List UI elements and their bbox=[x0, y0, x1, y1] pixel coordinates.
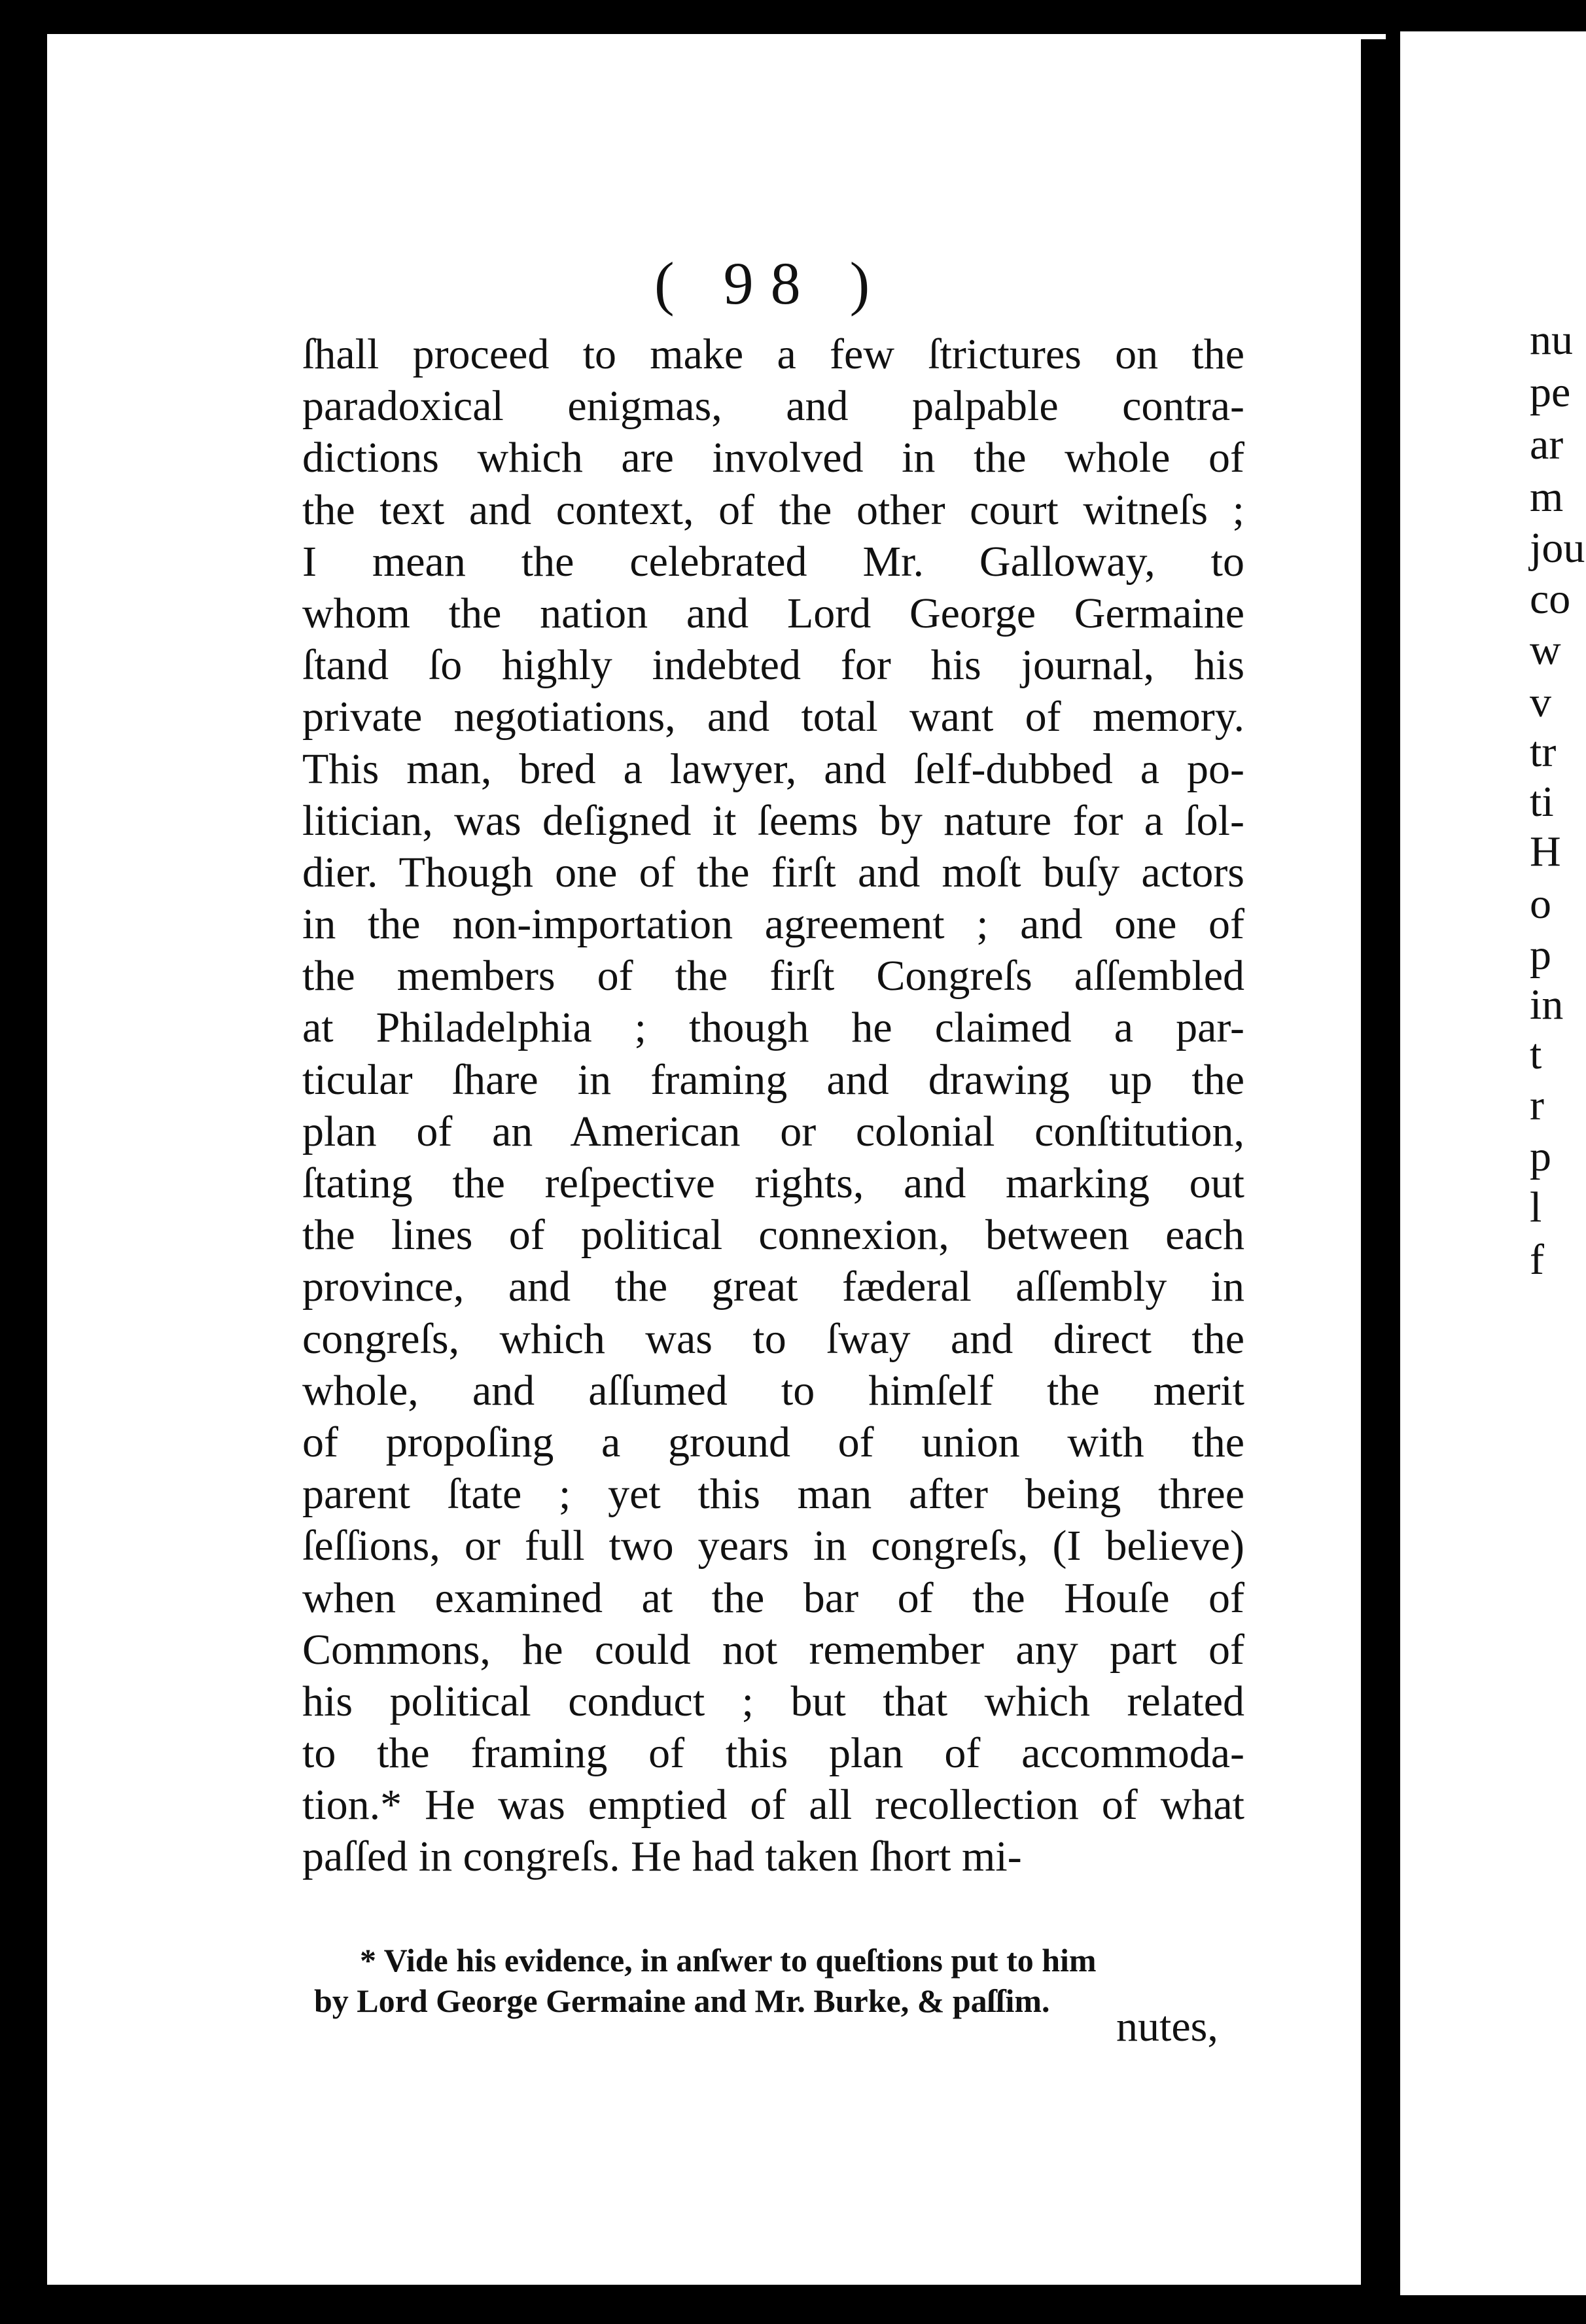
footnote-line: by Lord George Germaine and Mr. Burke, & paſſim. bbox=[314, 1982, 1050, 2019]
text-line: province, and the great fæderal aſſembly in bbox=[302, 1263, 1244, 1311]
facing-page-fragment-line: r bbox=[1530, 1082, 1544, 1129]
facing-page-fragment-line: ar bbox=[1530, 421, 1564, 468]
text-line: parent ſtate ; yet this man after being three bbox=[302, 1470, 1244, 1519]
facing-page-fragment-line: pe bbox=[1530, 368, 1571, 416]
body-text bbox=[302, 328, 1244, 1883]
footnote-line: * Vide his evidence, in anſwer to queſtions put to him bbox=[360, 1942, 1097, 1979]
facing-page-fragment-line: nu bbox=[1530, 316, 1573, 364]
facing-page-fragment-line: o bbox=[1530, 880, 1551, 928]
text-line: paſſed in congreſs. He had taken ſhort mi- bbox=[302, 1833, 1022, 1881]
facing-page-fragment bbox=[1400, 31, 1586, 2295]
facing-page-fragment-line: t bbox=[1530, 1030, 1542, 1078]
facing-page-fragment-line: co bbox=[1530, 575, 1571, 623]
facing-page-fragment-line: H bbox=[1530, 828, 1561, 875]
text-line: paradoxical enigmas, and palpable contra- bbox=[302, 382, 1244, 431]
facing-page-fragment-line: v bbox=[1530, 678, 1551, 726]
text-line: his political conduct ; but that which related bbox=[302, 1677, 1244, 1725]
facing-page-fragment-line: w bbox=[1530, 626, 1561, 674]
text-line: whom the nation and Lord George Germaine bbox=[302, 589, 1244, 637]
text-line: tion.* He was emptied of all recollection of what bbox=[302, 1781, 1244, 1829]
text-line: I mean the celebrated Mr. Galloway, to bbox=[302, 537, 1244, 586]
facing-page-fragment-line: in bbox=[1530, 981, 1564, 1029]
text-line: of propoſing a ground of union with the bbox=[302, 1418, 1244, 1466]
facing-page-fragment-line: m bbox=[1530, 473, 1564, 521]
text-line: congreſs, which was to ſway and direct the bbox=[302, 1314, 1244, 1363]
facing-page-fragment-line: p bbox=[1530, 1133, 1551, 1180]
text-line: Commons, he could not remember any part of bbox=[302, 1625, 1244, 1674]
text-line: litician, was deſigned it ſeems by nature for a ſol- bbox=[302, 796, 1244, 845]
text-line: ſhall proceed to make a few ſtrictures on the bbox=[302, 330, 1244, 378]
facing-page-fragment-line: p bbox=[1530, 931, 1551, 979]
footnote bbox=[314, 1940, 1243, 2021]
text-line: This man, bred a lawyer, and ſelf-dubbed a po- bbox=[302, 745, 1244, 793]
text-line: at Philadelphia ; though he claimed a par- bbox=[302, 1004, 1244, 1052]
text-line: ſtand ſo highly indebted for his journal, his bbox=[302, 641, 1244, 690]
text-line: the text and context, of the other court witneſs ; bbox=[302, 485, 1244, 534]
facing-page-fragment-line: f bbox=[1530, 1236, 1544, 1284]
text-line: the members of the firſt Congreſs aſſembled bbox=[302, 952, 1244, 1000]
text-line: dier. Though one of the firſt and moſt buſy actors bbox=[302, 848, 1244, 896]
text-line: ticular ſhare in framing and drawing up the bbox=[302, 1055, 1244, 1104]
text-line: when examined at the bar of the Houſe of bbox=[302, 1574, 1244, 1622]
text-line: dictions which are involved in the whole of bbox=[302, 434, 1244, 482]
text-line: whole, and aſſumed to himſelf the merit bbox=[302, 1366, 1244, 1415]
text-line: to the framing of this plan of accommoda- bbox=[302, 1729, 1244, 1778]
text-line: private negotiations, and total want of memory. bbox=[302, 693, 1244, 741]
text-line: in the non-importation agreement ; and one of bbox=[302, 900, 1244, 949]
book-gutter bbox=[1361, 39, 1400, 2290]
catchword: nutes, bbox=[1116, 2003, 1218, 2051]
text-line: plan of an American or colonial conſtitution, bbox=[302, 1107, 1244, 1155]
text-line: ſeſſions, or full two years in congreſs, (I believe) bbox=[302, 1522, 1244, 1570]
text-line: ſtating the reſpective rights, and marking out bbox=[302, 1159, 1244, 1207]
facing-page-fragment-line: tr bbox=[1530, 728, 1557, 776]
facing-page-fragment-line: l bbox=[1530, 1184, 1542, 1231]
facing-page-fragment-line: jou bbox=[1530, 524, 1585, 572]
page-number: ( 98 ) bbox=[654, 250, 887, 317]
facing-page-fragment-line: ti bbox=[1530, 778, 1554, 826]
text-line: the lines of political connexion, between each bbox=[302, 1211, 1244, 1259]
